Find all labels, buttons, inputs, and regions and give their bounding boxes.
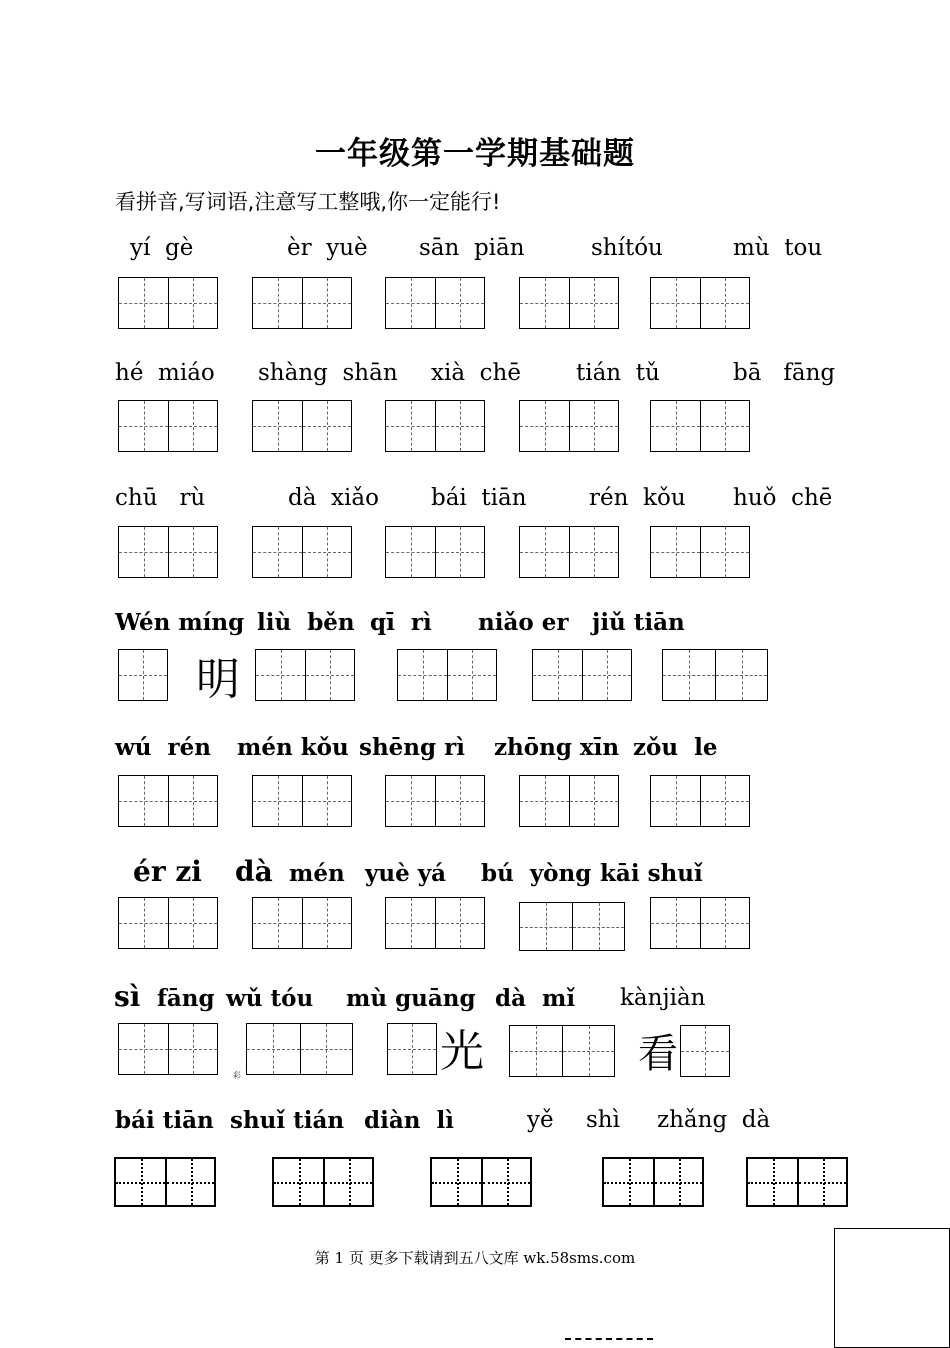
pinyin-label: bái tiān xyxy=(431,485,527,511)
writing-grid[interactable] xyxy=(118,1023,218,1075)
pinyin-label: Wén míng xyxy=(115,609,245,636)
pinyin-label: tián tǔ xyxy=(576,360,660,386)
pinyin-label: wú rén xyxy=(115,734,212,761)
writing-grid[interactable] xyxy=(519,775,619,827)
writing-grid[interactable] xyxy=(662,649,768,701)
pinyin-label: qī rì xyxy=(370,609,432,636)
writing-grid[interactable] xyxy=(519,400,619,452)
pinyin-label: wǔ tóu xyxy=(226,985,314,1012)
writing-grid[interactable] xyxy=(118,649,168,701)
pinyin-label: kāi shuǐ xyxy=(600,860,703,887)
pinyin-label: shì xyxy=(586,1107,620,1133)
writing-grid[interactable] xyxy=(519,526,619,578)
writing-grid[interactable] xyxy=(246,1023,353,1075)
writing-grid[interactable] xyxy=(385,775,485,827)
writing-grid[interactable] xyxy=(650,400,750,452)
writing-grid[interactable] xyxy=(650,277,750,329)
writing-grid[interactable] xyxy=(387,1023,437,1075)
pinyin-label: shēng rì xyxy=(359,734,465,761)
writing-grid[interactable] xyxy=(252,775,352,827)
pinyin-label: dà xyxy=(235,855,273,888)
pinyin-label: yě xyxy=(527,1107,554,1133)
pinyin-label: bú yòng xyxy=(481,860,592,887)
page-title: 一年级第一学期基础题 xyxy=(315,136,635,172)
writing-grid[interactable] xyxy=(252,897,352,949)
pinyin-label: liù běn xyxy=(257,609,355,636)
writing-grid[interactable] xyxy=(118,897,218,949)
writing-grid[interactable] xyxy=(385,897,485,949)
pinyin-label: mén xyxy=(289,860,345,887)
writing-grid[interactable] xyxy=(650,897,750,949)
writing-grid[interactable] xyxy=(118,277,218,329)
writing-grid[interactable] xyxy=(385,277,485,329)
pinyin-label: mén kǒu xyxy=(237,734,349,761)
pinyin-label: rén kǒu xyxy=(589,485,686,511)
writing-grid[interactable] xyxy=(385,526,485,578)
dashed-line xyxy=(565,1338,653,1340)
writing-grid[interactable] xyxy=(746,1157,848,1207)
pinyin-label: shàng shān xyxy=(258,360,398,386)
pinyin-label: mù tou xyxy=(733,235,823,261)
pinyin-label: bái tiān xyxy=(115,1107,214,1134)
writing-grid[interactable] xyxy=(252,526,352,578)
pinyin-label: huǒ chē xyxy=(733,485,833,511)
pinyin-label: ér zi xyxy=(133,855,202,888)
writing-grid[interactable] xyxy=(252,277,352,329)
writing-grid[interactable] xyxy=(397,649,497,701)
writing-grid[interactable] xyxy=(252,400,352,452)
pinyin-label: bā fāng xyxy=(733,360,836,386)
pinyin-label: zǒu le xyxy=(633,734,718,761)
pinyin-label: dà xiǎo xyxy=(288,485,379,511)
pinyin-label: dà mǐ xyxy=(495,985,576,1012)
writing-grid[interactable] xyxy=(272,1157,374,1207)
writing-grid[interactable] xyxy=(680,1025,730,1077)
writing-grid[interactable] xyxy=(118,400,218,452)
pinyin-label: sān piān xyxy=(419,235,525,261)
writing-grid[interactable] xyxy=(519,902,625,951)
given-character: 明 xyxy=(196,654,240,705)
page-footer: 第 1 页 更多下载请到五八文库 wk.58sms.com xyxy=(314,1249,636,1267)
pinyin-label: diàn lì xyxy=(364,1107,454,1134)
writing-grid[interactable] xyxy=(118,775,218,827)
writing-grid[interactable] xyxy=(509,1025,615,1077)
instruction-text: 看拼音,写词语,注意写工整哦,你一定能行! xyxy=(115,190,501,214)
pinyin-label: shuǐ tián xyxy=(230,1107,345,1134)
pinyin-label: shítóu xyxy=(591,235,663,261)
writing-grid[interactable] xyxy=(255,649,355,701)
pinyin-label: yuè yá xyxy=(365,860,446,887)
pinyin-label: zhǎng dà xyxy=(657,1107,771,1133)
pinyin-label: yí gè xyxy=(130,235,194,261)
writing-grid[interactable] xyxy=(385,400,485,452)
pinyin-label: jiǔ tiān xyxy=(592,609,685,636)
given-character: 光 xyxy=(440,1026,484,1077)
corner-frame xyxy=(834,1228,950,1348)
writing-grid[interactable] xyxy=(532,649,632,701)
pinyin-label: fāng xyxy=(157,985,215,1012)
given-character: 看 xyxy=(638,1031,678,1077)
writing-grid[interactable] xyxy=(430,1157,532,1207)
writing-grid[interactable] xyxy=(118,526,218,578)
pinyin-label: èr yuè xyxy=(287,235,368,261)
writing-grid[interactable] xyxy=(650,526,750,578)
pinyin-label: chū rù xyxy=(115,485,206,511)
pinyin-label: niǎo er xyxy=(478,609,569,636)
writing-grid[interactable] xyxy=(114,1157,216,1207)
writing-grid[interactable] xyxy=(519,277,619,329)
pinyin-label: xià chē xyxy=(431,360,521,386)
stray-mark: 彩 xyxy=(233,1071,241,1080)
writing-grid[interactable] xyxy=(650,775,750,827)
writing-grid[interactable] xyxy=(602,1157,704,1207)
pinyin-label: mù guāng xyxy=(346,985,476,1012)
pinyin-label: hé miáo xyxy=(115,360,215,386)
pinyin-label: sì xyxy=(114,980,141,1013)
pinyin-label: zhōng xīn xyxy=(494,734,620,761)
pinyin-label: kànjiàn xyxy=(620,985,706,1011)
